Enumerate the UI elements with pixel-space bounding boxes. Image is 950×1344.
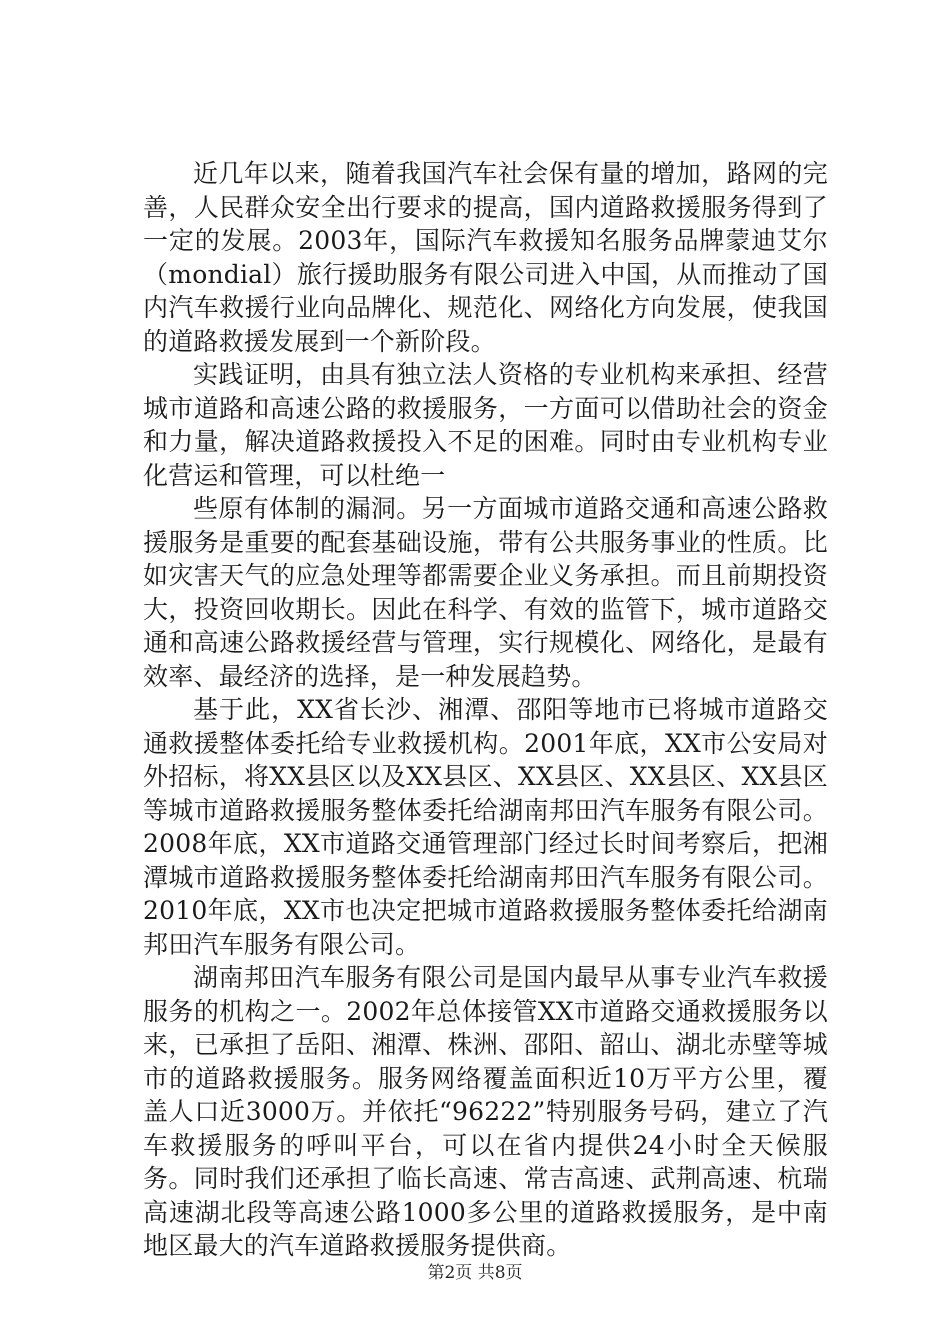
page-number-footer: 第2页 共8页 — [427, 1263, 523, 1283]
paragraph-2: 实践证明，由具有独立法人资格的专业机构来承担、经营城市道路和高速公路的救援服务，一方面可以借助社会的资金和力量，解决道路救援投入不足的困难。同时由专业机构专业化营运和管理，可以杜绝一 — [143, 360, 828, 490]
document-body — [143, 157, 828, 1263]
paragraph-3: 些原有体制的漏洞。另一方面城市道路交通和高速公路救援服务是重要的配套基础设施，带有公共服务事业的性质。比如灾害天气的应急处理等都需要企业义务承担。而且前期投资大，投资回收期长。因此在科学、有效的监管下，城市道路交通和高速公路救援经营与管理，实行规模化、网络化，是最有效率、最经济的选择，是一种发展趋势。 — [143, 494, 828, 691]
paragraph-4: 基于此，XX省长沙、湘潭、邵阳等地市已将城市道路交通救援整体委托给专业救援机构。2001年底，XX市公安局对外招标，将XX县区以及XX县区、XX县区、XX县区、XX县区等城市道路救援服务整体委托给湖南邦田汽车服务有限公司。2008年底，XX市道路交通管理部门经过长时间考察后，把湘潭城市道路救援服务整体委托给湖南邦田汽车服务有限公司。2010年底，XX市也决定把城市道路救援服务整体委托给湖南邦田汽车服务有限公司。 — [143, 695, 828, 959]
paragraph-5: 湖南邦田汽车服务有限公司是国内最早从事专业汽车救援服务的机构之一。2002年总体接管XX市道路交通救援服务以来，已承担了岳阳、湘潭、株洲、邵阳、韶山、湖北赤壁等城市的道路救援服务。服务网络覆盖面积近10万平方公里，覆盖人口近3000万。并依托“96222”特别服务号码，建立了汽车救援服务的呼叫平台，可以在省内提供24小时全天候服务。同时我们还承担了临长高速、常吉高速、武荆高速、杭瑞高速湖北段等高速公路1000多公里的道路救援服务，是中南地区最大的汽车道路救援服务提供商。 — [143, 963, 828, 1260]
paragraph-1: 近几年以来，随着我国汽车社会保有量的增加，路网的完善，人民群众安全出行要求的提高，国内道路救援服务得到了一定的发展。2003年，国际汽车救援知名服务品牌蒙迪艾尔（mondial）旅行援助服务有限公司进入中国，从而推动了国内汽车救援行业向品牌化、规范化、网络化方向发展，使我国的道路救援发展到一个新阶段。 — [143, 159, 828, 356]
